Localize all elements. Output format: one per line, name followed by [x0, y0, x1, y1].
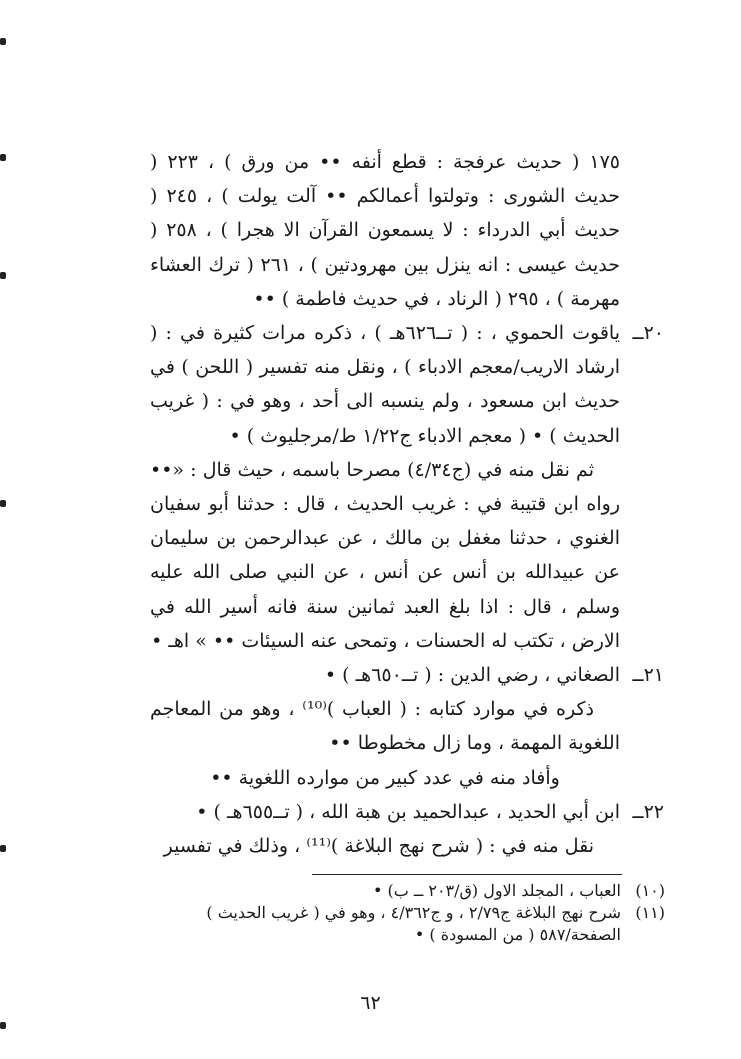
entry-paragraph: نقل منه في : ( شرح نهج البلاغة )⁽¹¹⁾ ، وذلك في تفسير: [163, 835, 594, 858]
main-text: [150, 145, 664, 863]
footnote-number: (١١): [635, 903, 665, 922]
entry-21: [150, 658, 664, 692]
scan-margin-mark: [0, 845, 6, 852]
entry-heading: ابن أبي الحديد ، عبدالحميد بن هبة الله ، ( تــ٦٥٥هـ ) •: [196, 800, 620, 823]
scan-margin-mark: [0, 500, 6, 507]
entry-number: ٢١ــ: [632, 664, 664, 687]
scan-margin-mark: [0, 38, 6, 45]
entry-20: [150, 316, 664, 453]
scan-margin-mark: [0, 272, 6, 279]
scan-margin-mark: [0, 1022, 6, 1029]
page-number: ٦٢: [360, 992, 381, 1014]
footnote-number: (١٠): [635, 881, 665, 900]
footnote-divider: [312, 874, 622, 875]
entry-number: ٢٠ــ: [632, 322, 664, 345]
scan-margin-mark: [0, 154, 6, 161]
footnotes: [150, 880, 665, 946]
footnote-text: شرح نهج البلاغة ج٢/٧٩ ، و ج٤/٣٦٢ ، وهو في ( غريب الحديث ) الصفحة/٥٨٧ ( من المسودة ) •: [206, 903, 621, 944]
footnote: [150, 880, 665, 902]
entry-heading: ياقوت الحموي ، : ( تــ٦٢٦هـ ) ، ذكره مرات كثيرة في : ( ارشاد الاريب/معجم الادباء ) ، ونقل منه تفسير ( اللحن ) في حديث ابن مسعود ، ولم ينسبه الى أحد ، وهو في : ( غريب الحديث ) • ( معجم الادباء ج١/٢٢ ط/مرجليوث ) •: [150, 322, 620, 447]
footnote-text: العباب ، المجلد الاول (ق/٢٠٣ ــ ب) •: [372, 881, 621, 900]
entry-paragraph: ذكره في موارد كتابه : ( العباب )⁽¹⁰⁾ ، وهو من المعاجم اللغوية المهمة ، وما زال مخطوطا ••: [150, 698, 620, 755]
entry-paragraph: وأفاد منه في عدد كبير من موارده اللغوية ••: [210, 766, 560, 789]
entry-22: [150, 795, 664, 829]
quote-paragraph: ثم نقل منه في (ج٤/٣٤) مصرحا باسمه ، حيث قال : «•• رواه ابن قتيبة في : غريب الحديث ، قال : حدثنا أبو سفيان الغنوي ، حدثنا مغفل بن مالك ، عن عبدالرحمن بن سليمان عن عبيدالله بن أنس عن أنس ، عن النبي صلى الله عليه وسلم ، قال : اذا بلغ العبد ثمانين سنة فانه أسير الله في الارض ، تكتب له الحسنات ، وتمحى عنه السيئات •• » اهـ •: [150, 458, 620, 652]
intro-paragraph: ١٧٥ ( حديث عرفجة : قطع أنفه •• من ورق ) ، ٢٢٣ ( حديث الشورى : وتولتوا أعمالكم •• آلت يولت ) ، ٢٤٥ ( حديث أبي الدرداء : لا يسمعون القرآن الا هجرا ) ، ٢٥٨ ( حديث عيسى : انه ينزل بين مهرودتين ) ، ٢٦١ ( ترك العشاء مهرمة ) ، ٢٩٥ ( الرناد ، في حديث فاطمة ) ••: [150, 151, 621, 310]
entry-heading: الصغاني ، رضي الدين : ( تــ٦٥٠هـ ) •: [324, 664, 620, 687]
entry-number: ٢٢ــ: [632, 800, 664, 823]
footnote: [150, 902, 665, 946]
